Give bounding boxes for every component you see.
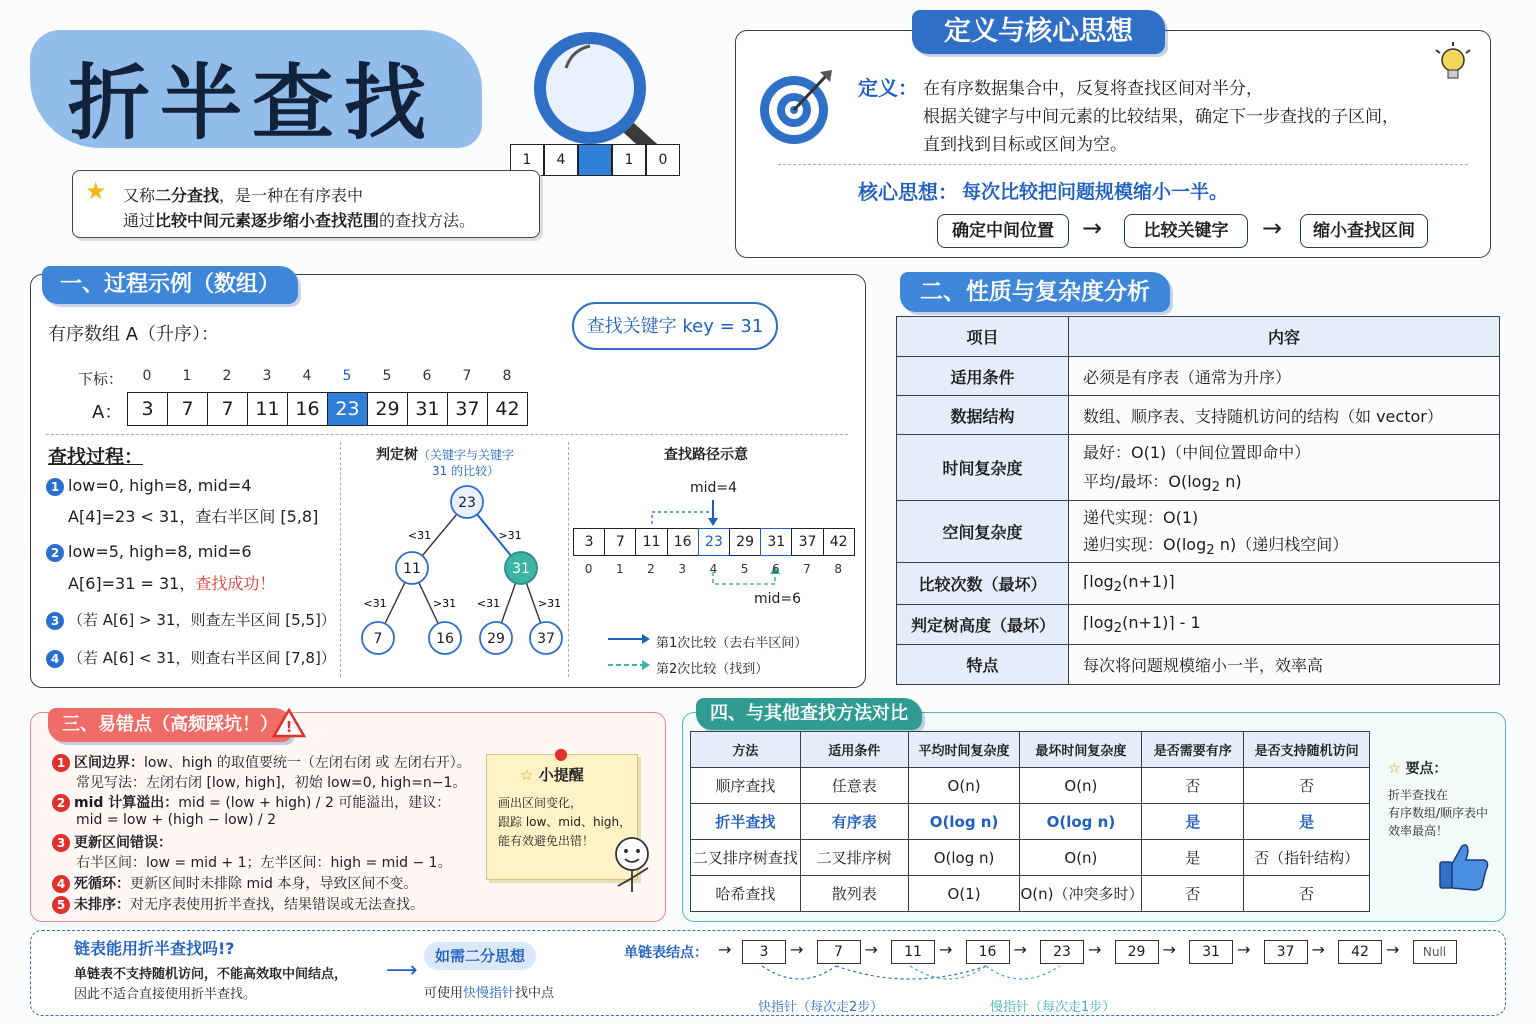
array-cell: 31 — [407, 392, 448, 426]
definition-line2: 根据关键字与中间元素的比较结果，确定下一步查找的子区间， — [923, 107, 1399, 127]
tip-title: ☆ 小提醒 — [520, 766, 584, 784]
arrow-icon: → — [1162, 940, 1176, 959]
section-divider — [568, 442, 569, 677]
definition-line1: 在有序数据集合中，反复将查找区间对半分， — [923, 79, 1263, 99]
tree-node-label: 23 — [458, 495, 476, 511]
row-value: 递代实现：O(1) 递归实现：$O(\log_2$ n)（递归栈空间） — [1069, 501, 1500, 563]
path-cell: 31 — [760, 528, 792, 556]
arrow-icon: → — [1311, 940, 1325, 959]
path-index: 0 — [584, 562, 593, 576]
slow-pointer-label: 慢指针（每次走1步） — [990, 1000, 1116, 1015]
pitfall-3: 3 更新区间错误： — [52, 832, 172, 852]
thumbs-up-icon — [1436, 840, 1492, 892]
arrow-icon: → — [939, 940, 953, 959]
array-index: 2 — [222, 368, 232, 384]
pitfall-2: 2 mid 计算溢出：mid = (low + high) / 2 可能溢出，建议： — [52, 792, 450, 812]
list-node: 42 — [1338, 940, 1382, 964]
hero-cell: 4 — [544, 144, 578, 176]
tree-node-label: 7 — [373, 631, 383, 647]
legend-1: 第1次比较（去右半区间） — [656, 636, 808, 651]
arrow-icon: → — [790, 940, 804, 959]
core-text: 每次比较把问题规模缩小一半。 — [962, 181, 1229, 203]
compare-header-cell: 方法 — [691, 732, 801, 768]
compare-cell: 否（指针结构） — [1244, 840, 1370, 876]
tree-edge-label: >31 — [537, 597, 562, 610]
path-index: 1 — [615, 562, 624, 576]
step-3: 3 （若 A[6] > 31，则查左半区间 [5,5]） — [46, 609, 336, 630]
lightbulb-icon — [1428, 40, 1478, 86]
compare-row — [691, 840, 1370, 876]
hero-cell: 0 — [646, 144, 680, 176]
array-label: 有序数组 A（升序）： — [48, 324, 220, 345]
index-label: 下标： — [78, 370, 124, 388]
key-title: ☆ 要点： — [1388, 761, 1448, 777]
pin-icon: ● — [554, 744, 568, 763]
pitfalls-header: 三、易错点（高频踩坑！） — [48, 708, 292, 742]
complexity-table — [896, 316, 1500, 685]
array-index: 6 — [422, 368, 432, 384]
core-label: 核心思想： — [858, 180, 958, 204]
smiley-figure-icon — [608, 830, 658, 900]
compare-cell: 散列表 — [800, 876, 908, 912]
arrow-icon: → — [1237, 940, 1251, 959]
compare-table — [690, 731, 1370, 912]
hero-cell: 1 — [510, 144, 544, 176]
tree-title: 判定树（关键字与关键字 — [376, 447, 515, 463]
pitfall-4: 4 死循环：更新区间时未排除 mid 本身，导致区间不变。 — [52, 873, 417, 893]
star-icon: ☆ — [1388, 761, 1401, 777]
target-icon — [758, 66, 838, 146]
compare-row — [691, 876, 1370, 912]
compare-header-cell: 最坏时间复杂度 — [1020, 732, 1142, 768]
key-line1: 折半查找在 — [1388, 788, 1449, 802]
pitfall-2-detail: mid = low + (high − low) / 2 — [76, 812, 277, 828]
tree-node-label: 29 — [487, 631, 505, 647]
path-index: 6 — [771, 562, 780, 576]
compare-cell: 折半查找 — [691, 804, 801, 840]
step-2-detail: A[6]=31 = 31，查找成功！ — [68, 574, 276, 593]
path-cell: 3 — [573, 528, 605, 556]
list-node: 37 — [1264, 940, 1308, 964]
legend-dashed-arrow — [606, 658, 650, 672]
compare-cell: O(log n) — [1020, 804, 1142, 840]
list-node: 3 — [742, 940, 786, 964]
legend-solid-arrow — [606, 632, 650, 646]
array-cell: 23 — [327, 392, 368, 426]
array-cell: 7 — [207, 392, 248, 426]
pitfall-5: 5 未排序：对无序表使用折半查找，结果错误或无法查找。 — [52, 894, 424, 914]
tree-node-label: 11 — [403, 561, 421, 577]
section-divider — [46, 434, 848, 435]
list-node: 11 — [891, 940, 935, 964]
tree-edge-label: >31 — [498, 529, 522, 542]
arrow-icon: → — [1088, 940, 1102, 959]
path-index: 2 — [647, 562, 655, 576]
compare-header-cell: 平均时间复杂度 — [908, 732, 1020, 768]
legend-2: 第2次比较（找到） — [656, 662, 769, 677]
pitfall-3-detail: 右半区间：low = mid + 1；左半区间：high = mid − 1。 — [76, 855, 452, 871]
col-header: 项目 — [897, 317, 1069, 357]
intro-note — [72, 170, 540, 238]
path-cell: 7 — [604, 528, 636, 556]
step-1: 1 low=0, high=8, mid=4 — [46, 476, 252, 496]
compare-cell: 顺序查找 — [691, 768, 801, 804]
a-label: A： — [92, 402, 123, 423]
tree-node-label: 16 — [436, 631, 454, 647]
row-value: 必须是有序表（通常为升序） — [1069, 357, 1500, 396]
path-cell: 11 — [635, 528, 667, 556]
step-find-mid: 确定中间位置 — [937, 214, 1069, 248]
page-title: 折半查找 — [68, 56, 437, 151]
array-cell: 42 — [487, 392, 528, 426]
tree-node-label: 31 — [512, 561, 530, 577]
arrow-icon: ⟶ — [386, 958, 418, 983]
step-compare-key: 比较关键字 — [1124, 214, 1248, 248]
path-index: 7 — [803, 562, 811, 576]
array-index: 0 — [142, 368, 152, 384]
arrow-icon: → — [1386, 940, 1400, 959]
array-index: 5 — [382, 368, 392, 384]
compare-cell: O(n)（冲突多时） — [1020, 876, 1142, 912]
compare-cell: 否 — [1244, 768, 1370, 804]
compare-row — [691, 768, 1370, 804]
pointer-arcs — [730, 962, 1370, 996]
list-node: 23 — [1040, 940, 1084, 964]
compare-cell: O(n) — [1020, 768, 1142, 804]
array-cell: 16 — [287, 392, 328, 426]
fast-pointer-label: 快指针（每次走2步） — [758, 1000, 884, 1015]
step-4: 4 （若 A[6] < 31，则查右半区间 [7,8]） — [46, 647, 336, 668]
star-icon: ★ — [85, 177, 107, 205]
compare-cell: O(log n) — [908, 840, 1020, 876]
complexity-header: 二、性质与复杂度分析 — [900, 272, 1170, 312]
path-cell: 23 — [698, 528, 730, 556]
list-node: 16 — [966, 940, 1010, 964]
compare-cell: 二叉排序树 — [800, 840, 908, 876]
array-cell: 29 — [367, 392, 408, 426]
decision-tree — [345, 480, 565, 670]
list-node: 29 — [1115, 940, 1159, 964]
path-index: 4 — [709, 562, 718, 576]
hero-cell — [578, 144, 612, 176]
tree-node-label: 37 — [537, 631, 555, 647]
step-narrow-range: 缩小查找区间 — [1300, 214, 1428, 248]
array-index: 8 — [502, 368, 512, 384]
path-index: 8 — [834, 562, 842, 576]
compare-header-cell: 适用条件 — [800, 732, 908, 768]
compare-cell: 否 — [1244, 876, 1370, 912]
array-index: 5 — [342, 368, 352, 384]
compare-cell: 有序表 — [800, 804, 908, 840]
row-value: $⌈\log_2(n+1)⌉$ — [1069, 563, 1500, 605]
mid2-label: mid=6 — [754, 591, 802, 607]
hero-cell: 1 — [612, 144, 646, 176]
array-cell: 3 — [127, 392, 168, 426]
array-cell: 11 — [247, 392, 288, 426]
linked-answer1: 单链表不支持随机访问，不能高效取中间结点， — [74, 967, 348, 982]
compare-cell: O(1) — [908, 876, 1020, 912]
compare-cell: 是 — [1142, 804, 1244, 840]
row-key: 比较次数（最坏） — [897, 563, 1069, 605]
row-value: 最好：O(1)（中间位置即命中） 平均/最坏：$O(\log_2$ n) — [1069, 435, 1500, 501]
list-node: 7 — [817, 940, 861, 964]
linked-answer2: 因此不适合直接使用折半查找。 — [74, 987, 257, 1002]
compare-cell: 否 — [1142, 876, 1244, 912]
compare-row — [691, 804, 1370, 840]
idea-sub: 可使用快慢指针找中点 — [424, 986, 555, 1001]
compare-header-cell: 是否需要有序 — [1142, 732, 1244, 768]
row-value: 每次将问题规模缩小一半，效率高 — [1069, 645, 1500, 685]
compare-cell: O(n) — [908, 768, 1020, 804]
steps-title: 查找过程： — [48, 446, 144, 468]
key-line2: 有序数组/顺序表中 — [1388, 806, 1489, 820]
arrow-icon: → — [1262, 214, 1283, 242]
compare-cell: 任意表 — [800, 768, 908, 804]
section-divider — [340, 442, 341, 677]
key-badge: 查找关键字 key = 31 — [572, 302, 778, 350]
definition-label: 定义： — [858, 76, 918, 100]
pitfall-1: 1 区间边界：low、high 的取值要统一（左闭右闭 或 左闭右开）。 — [52, 752, 471, 772]
path-cell: 37 — [791, 528, 823, 556]
array-cell: 37 — [447, 392, 488, 426]
arrow-icon: → — [864, 940, 878, 959]
array-index: 3 — [262, 368, 272, 384]
path-index: 5 — [740, 562, 749, 576]
col-header: 内容 — [1069, 317, 1500, 357]
row-value: $⌈\log_2(n+1)⌉ - 1$ — [1069, 605, 1500, 645]
compare-cell: O(log n) — [908, 804, 1020, 840]
path-index: 3 — [678, 562, 686, 576]
divider — [778, 164, 1468, 165]
tip-line3: 能有效避免出错！ — [498, 834, 595, 848]
key-line3: 效率最高！ — [1388, 824, 1449, 838]
tip-line1: 画出区间变化， — [498, 796, 583, 810]
path-cell: 42 — [823, 528, 855, 556]
linked-question: 链表能用折半查找吗!? — [74, 939, 235, 958]
svg-text:!: ! — [285, 718, 293, 736]
tree-edge-label: <31 — [407, 529, 432, 542]
row-key: 判定树高度（最坏） — [897, 605, 1069, 645]
arrow-icon: → — [1082, 214, 1103, 242]
path-cell: 16 — [667, 528, 699, 556]
array-cell: 7 — [167, 392, 208, 426]
tree-edge-label: <31 — [363, 597, 387, 610]
compare-cell: 是 — [1142, 840, 1244, 876]
compare-cell: O(n) — [1020, 840, 1142, 876]
tip-line2: 跟踪 low、mid、high， — [498, 815, 632, 829]
array-index: 4 — [302, 368, 312, 384]
array-index: 1 — [182, 368, 192, 384]
definition-header: 定义与核心思想 — [912, 10, 1165, 54]
path-cell: 29 — [729, 528, 761, 556]
arrow-icon: → — [718, 940, 732, 959]
row-key: 特点 — [897, 645, 1069, 685]
row-key: 时间复杂度 — [897, 435, 1069, 501]
step-1-detail: A[4]=23 < 31，查右半区间 [5,8] — [68, 507, 319, 526]
array-index: 7 — [462, 368, 472, 384]
mid1-label: mid=4 — [690, 480, 738, 496]
list-node: 31 — [1189, 940, 1233, 964]
row-key: 适用条件 — [897, 357, 1069, 396]
row-key: 空间复杂度 — [897, 501, 1069, 563]
definition-line3: 直到找到目标或区间为空。 — [923, 135, 1127, 155]
intro-line2: 通过比较中间元素逐步缩小查找范围的查找方法。 — [123, 211, 476, 230]
list-node: Null — [1413, 940, 1457, 964]
path-title: 查找路径示意 — [664, 447, 748, 463]
process-header: 一、过程示例（数组） — [42, 266, 298, 304]
tree-subtitle: 31 的比较） — [432, 464, 500, 478]
compare-cell: 二叉排序树查找 — [691, 840, 801, 876]
compare-header-cell: 是否支持随机访问 — [1244, 732, 1370, 768]
tree-edge-label: <31 — [476, 597, 501, 610]
row-value: 数组、顺序表、支持随机访问的结构（如 vector） — [1069, 396, 1500, 435]
compare-cell: 是 — [1244, 804, 1370, 840]
compare-cell: 否 — [1142, 768, 1244, 804]
list-label: 单链表结点： — [624, 945, 708, 961]
intro-line1: 又称二分查找，是一种在有序表中 — [123, 186, 364, 205]
warning-icon — [272, 708, 306, 738]
row-key: 数据结构 — [897, 396, 1069, 435]
pitfall-1-detail: 常见写法：左闭右闭 [low, high]，初始 low=0, high=n−1。 — [76, 775, 467, 791]
tree-edge-label: >31 — [432, 597, 457, 610]
star-icon: ☆ — [520, 766, 534, 784]
idea-badge: 如需二分思想 — [424, 942, 536, 970]
arrow-icon: → — [1013, 940, 1027, 959]
step-2: 2 low=5, high=8, mid=6 — [46, 542, 252, 562]
compare-cell: 哈希查找 — [691, 876, 801, 912]
compare-header: 四、与其他查找方法对比 — [696, 698, 922, 730]
